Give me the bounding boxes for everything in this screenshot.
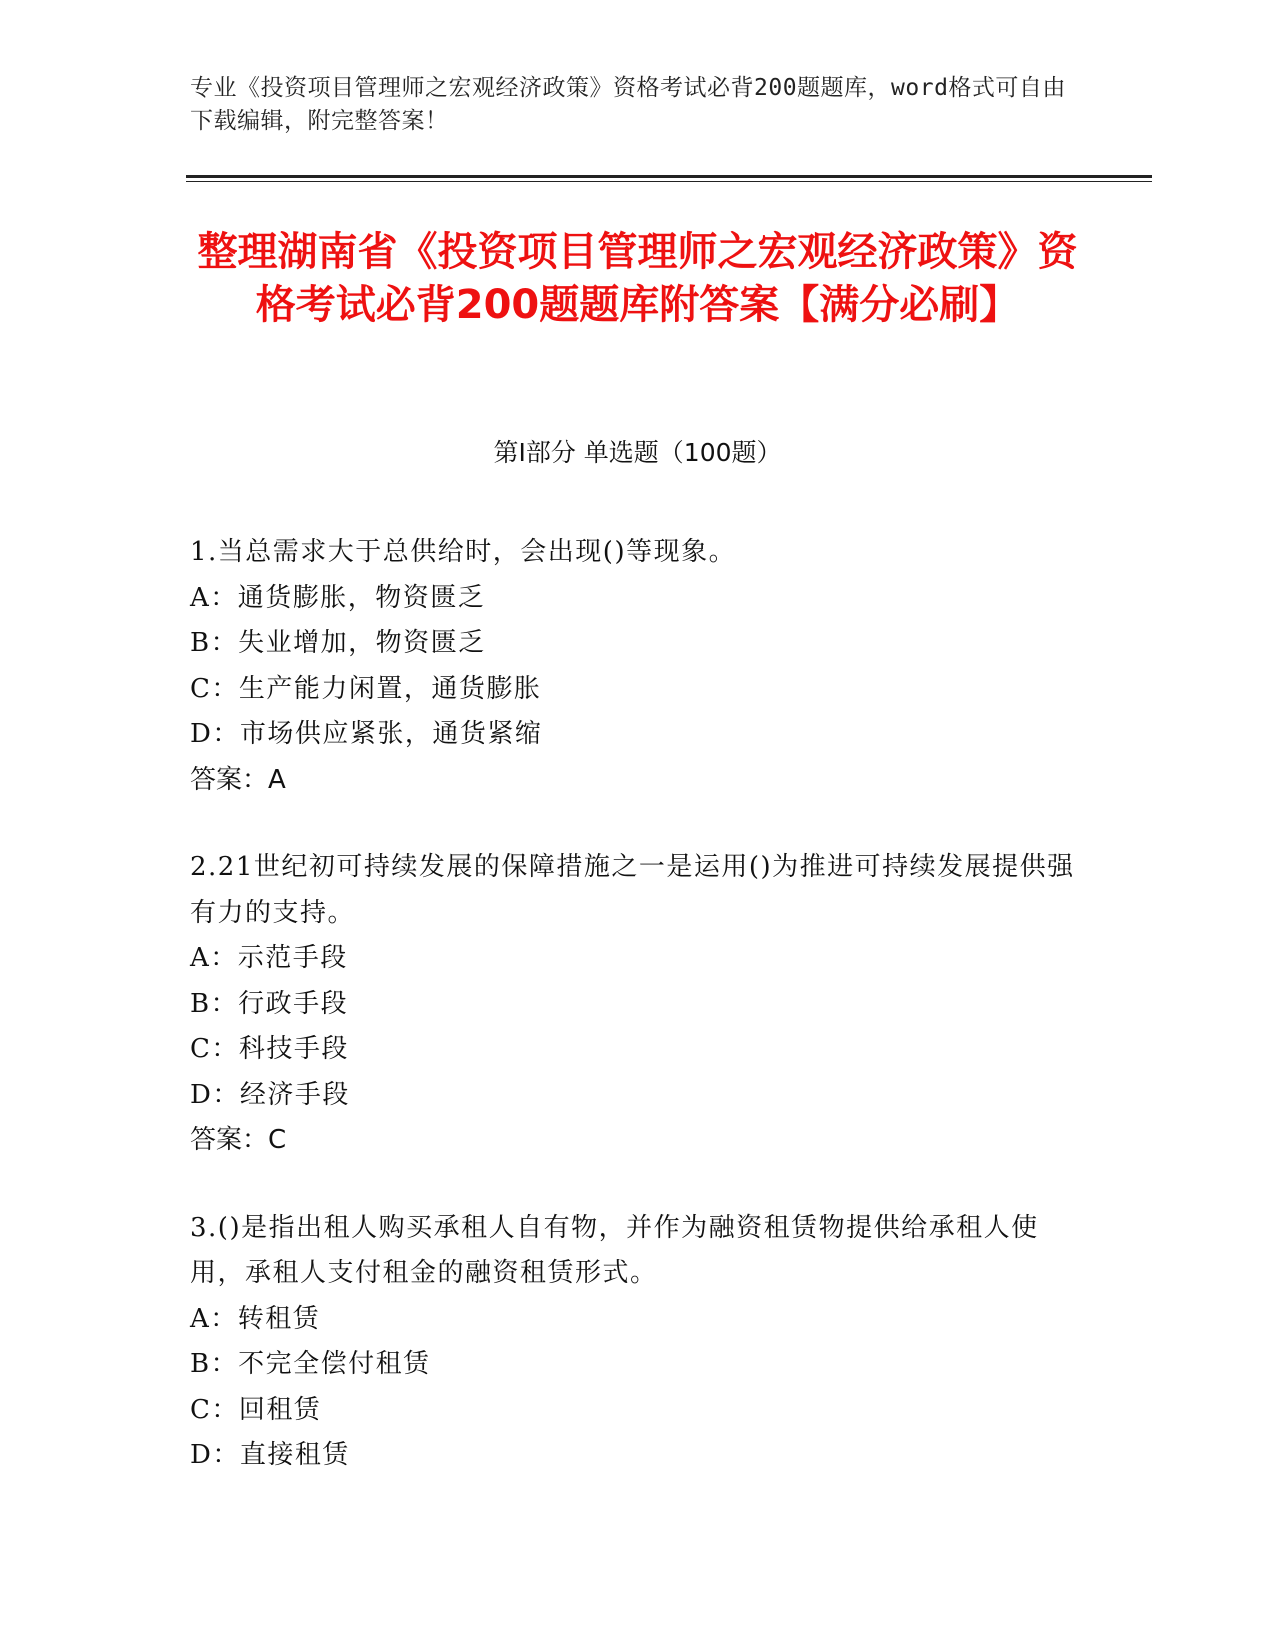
option-b: B：失业增加，物资匮乏 <box>190 628 486 658</box>
section-title: 第Ⅰ部分 单选题（100题） <box>493 438 782 467</box>
question-1 <box>190 530 1085 803</box>
question-3 <box>190 1206 1085 1479</box>
answer: 答案：A <box>190 764 286 795</box>
question-2 <box>190 845 1085 1164</box>
header-note: 专业《投资项目管理师之宏观经济政策》资格考试必背200题题库，word格式可自由下载编辑，附完整答案！ <box>190 75 1066 134</box>
answer: 答案：C <box>190 1125 287 1155</box>
question-stem: 1.当总需求大于总供给时，会出现()等现象。 <box>190 537 737 567</box>
option-c: C：科技手段 <box>190 1034 349 1064</box>
option-d: D：经济手段 <box>190 1079 350 1110</box>
option-c: C：回租赁 <box>190 1394 322 1425</box>
option-d: D：市场供应紧张，通货紧缩 <box>190 719 543 749</box>
option-d: D：直接租赁 <box>190 1440 350 1470</box>
option-a: A：通货膨胀，物资匮乏 <box>190 582 486 613</box>
option-a: A：示范手段 <box>190 943 348 973</box>
option-b: B：不完全偿付租赁 <box>190 1349 431 1379</box>
option-a: A：转租赁 <box>190 1303 321 1334</box>
header-rule-thick <box>186 175 1152 178</box>
document-title: 整理湖南省《投资项目管理师之宏观经济政策》资格考试必背200题题库附答案【满分必刷】 <box>197 229 1078 328</box>
header-rule-thin <box>186 181 1152 182</box>
question-stem: 2.21世纪初可持续发展的保障措施之一是运用()为推进可持续发展提供强有力的支持。 <box>190 852 1075 928</box>
question-list <box>190 530 1085 1521</box>
question-stem: 3.()是指出租人购买承租人自有物，并作为融资租赁物提供给承租人使用，承租人支付租金的融资租赁形式。 <box>190 1212 1039 1288</box>
option-b: B：行政手段 <box>190 988 349 1019</box>
option-c: C：生产能力闲置，通货膨胀 <box>190 673 542 704</box>
